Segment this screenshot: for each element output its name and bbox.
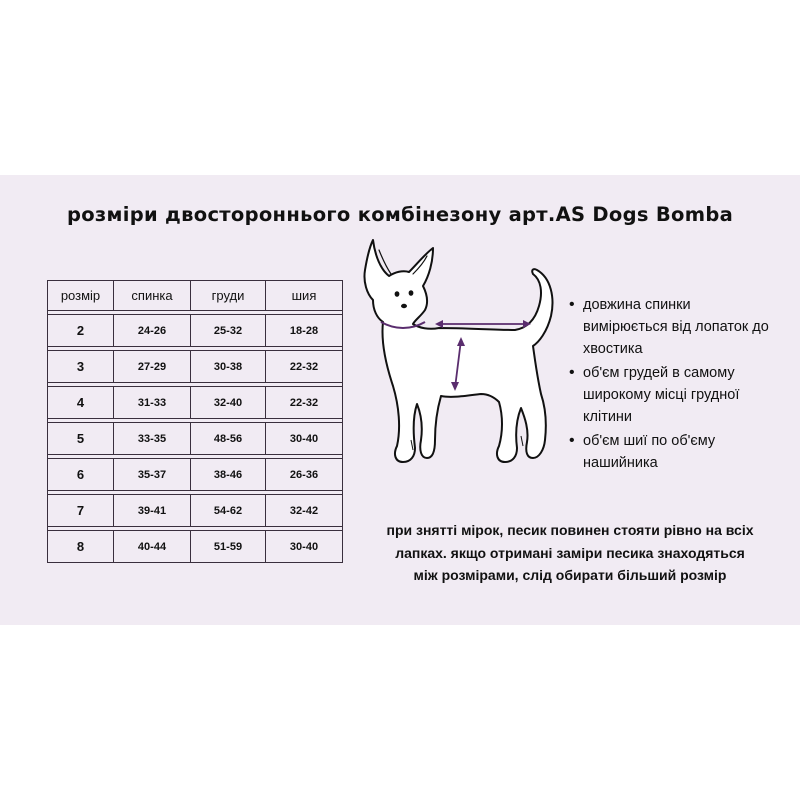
cell-neck: 18-28	[266, 315, 343, 347]
bullet-icon: •	[569, 432, 575, 449]
table-header-row	[48, 281, 343, 311]
table-row	[48, 459, 343, 491]
cell-back: 27-29	[114, 351, 191, 383]
header-neck: шия	[266, 281, 343, 311]
note-chest: • об'єм грудей в самому широкому місці грудної клітини	[569, 364, 740, 425]
cell-size: 8	[48, 531, 114, 563]
dog-eye-icon	[395, 291, 400, 297]
bullet-icon: •	[569, 364, 575, 381]
table-row	[48, 351, 343, 383]
table-row	[48, 423, 343, 455]
header-chest: груди	[191, 281, 266, 311]
measurement-notes	[567, 294, 797, 476]
arrow-left-icon	[435, 320, 443, 328]
table-row	[48, 315, 343, 347]
cell-size: 3	[48, 351, 114, 383]
cell-neck: 30-40	[266, 531, 343, 563]
cell-chest: 30-38	[191, 351, 266, 383]
cell-chest: 48-56	[191, 423, 266, 455]
dog-measurement-diagram	[355, 236, 565, 472]
dog-outline-icon	[364, 240, 552, 462]
table-row	[48, 387, 343, 419]
cell-chest: 38-46	[191, 459, 266, 491]
dog-nose-icon	[401, 304, 407, 308]
cell-size: 4	[48, 387, 114, 419]
cell-size: 2	[48, 315, 114, 347]
cell-size: 7	[48, 495, 114, 527]
cell-back: 31-33	[114, 387, 191, 419]
cell-neck: 22-32	[266, 387, 343, 419]
cell-back: 24-26	[114, 315, 191, 347]
cell-back: 33-35	[114, 423, 191, 455]
cell-size: 6	[48, 459, 114, 491]
size-table	[47, 280, 343, 563]
table-row	[48, 495, 343, 527]
cell-back: 39-41	[114, 495, 191, 527]
measuring-advice: при знятті мірок, песик повинен стояти рівно на всіх лапках. якщо отримані заміри песика знаходяться між розмірами, слід обирати більший розмір	[386, 522, 754, 583]
cell-neck: 26-36	[266, 459, 343, 491]
note-neck: • об'єм шиї по об'єму нашийника	[569, 432, 716, 471]
table-row	[48, 531, 343, 563]
cell-back: 40-44	[114, 531, 191, 563]
cell-chest: 25-32	[191, 315, 266, 347]
bullet-icon: •	[569, 296, 575, 313]
note-back-length: • довжина спинки вимірюється від лопаток до хвостика	[569, 296, 769, 357]
cell-size: 5	[48, 423, 114, 455]
page-title: розміри двостороннього комбінезону арт.AS Dogs Bomba	[66, 203, 734, 226]
cell-neck: 32-42	[266, 495, 343, 527]
header-size: розмір	[48, 281, 114, 311]
cell-chest: 54-62	[191, 495, 266, 527]
header-back: спинка	[114, 281, 191, 311]
dog-eye-icon	[409, 290, 414, 296]
cell-neck: 30-40	[266, 423, 343, 455]
cell-back: 35-37	[114, 459, 191, 491]
cell-chest: 51-59	[191, 531, 266, 563]
cell-chest: 32-40	[191, 387, 266, 419]
cell-neck: 22-32	[266, 351, 343, 383]
